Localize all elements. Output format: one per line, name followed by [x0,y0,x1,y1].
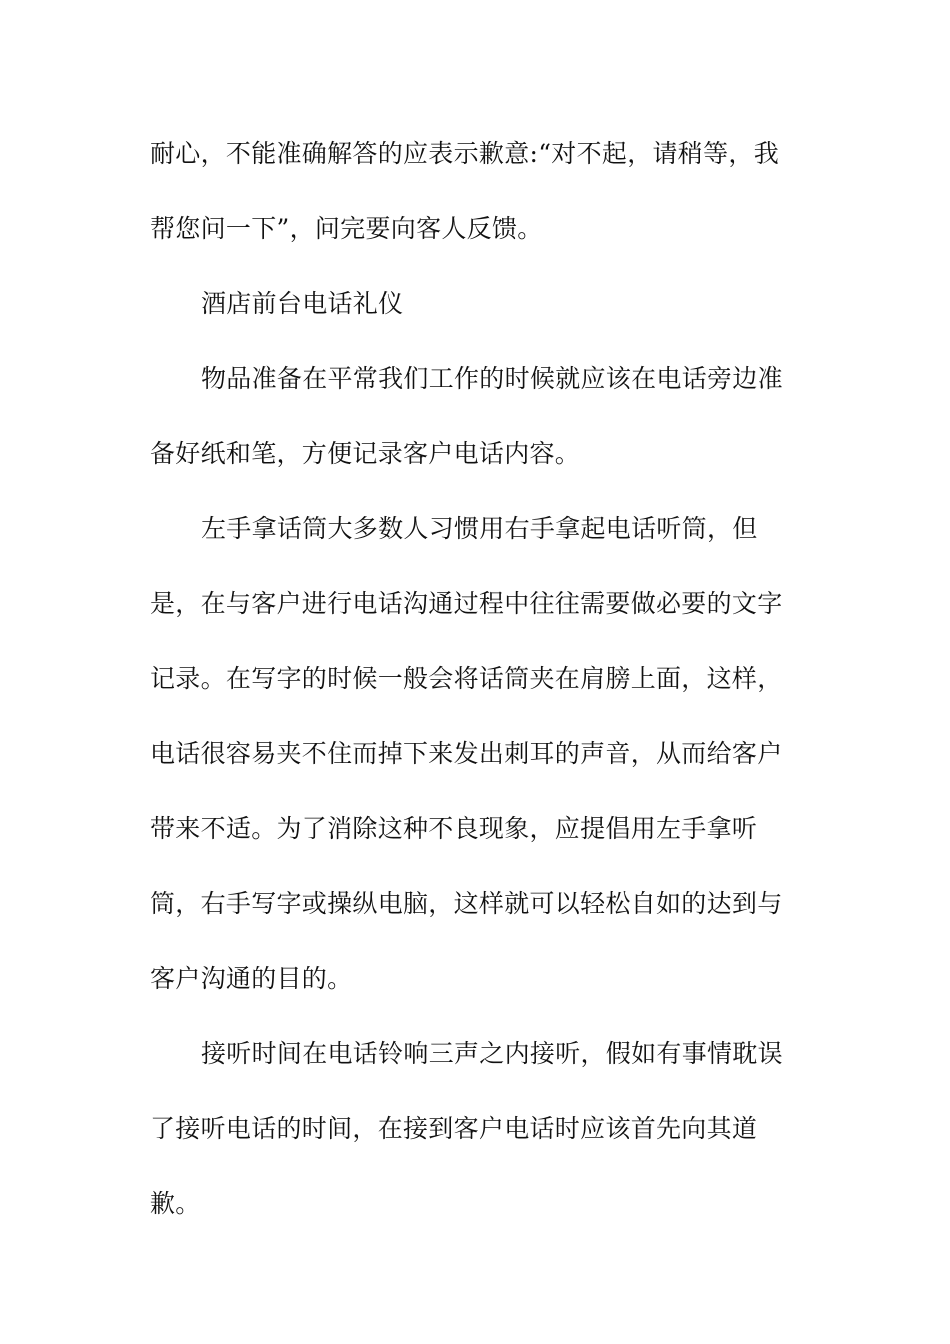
text-line: 接听时间在电话铃响三声之内接听，假如有事情耽误 [201,1039,783,1068]
paragraph-left-hand [150,491,810,1016]
paragraph-answer-time [150,1016,810,1241]
heading-text: 酒店前台电话礼仪 [201,289,404,318]
text-line: 歉。 [150,1189,201,1218]
text-line: 备好纸和笔，方便记录客户电话内容。 [150,439,581,468]
text-line: 筒，右手写字或操纵电脑，这样就可以轻松自如的达到与 [150,889,783,918]
section-heading [150,266,810,341]
document-body [150,116,810,1241]
text-line: 耐心，不能准确解答的应表示歉意:“对不起，请稍等，我 [150,139,780,168]
text-line: 带来不适。为了消除这种不良现象，应提倡用左手拿听 [150,814,758,843]
paragraph-item-preparation [150,341,810,491]
text-line: 是，在与客户进行电话沟通过程中往往需要做必要的文字 [150,589,783,618]
paragraph-continuation [150,116,810,266]
text-line: 帮您问一下”，问完要向客人反馈。 [150,214,543,243]
text-line: 物品准备在平常我们工作的时候就应该在电话旁边准 [201,364,783,393]
text-line: 了接听电话的时间，在接到客户电话时应该首先向其道 [150,1114,758,1143]
text-line: 客户沟通的目的。 [150,964,353,993]
text-line: 电话很容易夹不住而掉下来发出刺耳的声音，从而给客户 [150,739,783,768]
text-line: 记录。在写字的时候一般会将话筒夹在肩膀上面，这样， [150,664,783,693]
text-line: 左手拿话筒大多数人习惯用右手拿起电话听筒，但 [201,514,758,543]
